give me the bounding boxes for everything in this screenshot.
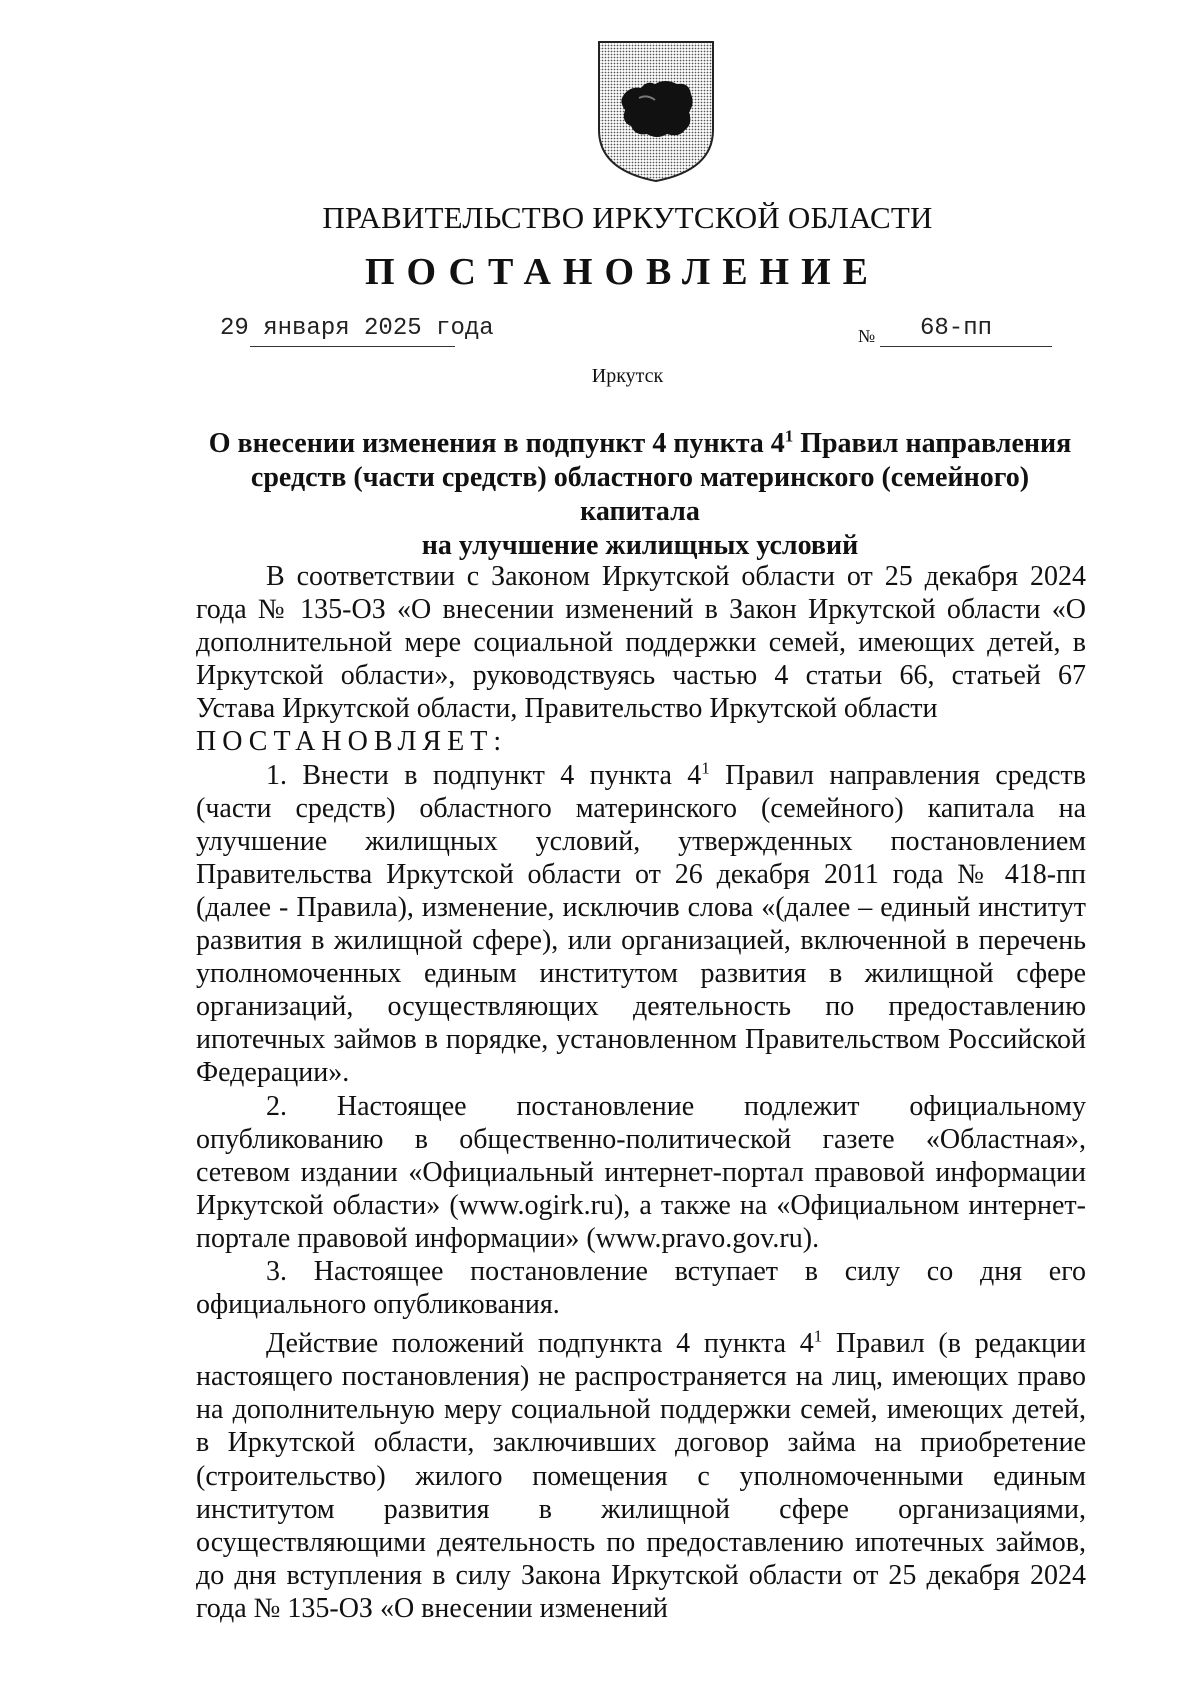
number-sign: № bbox=[858, 326, 876, 346]
document-number: 68-пп bbox=[920, 315, 993, 342]
preamble-paragraph: В соответствии с Законом Иркутской области от 25 декабря 2024 года № 135-ОЗ «О внесении изменений в Закон Иркутской области «О дополнительной мере социальной поддержки семей, имеющих детей, в Иркутской области», руководствуясь частью 4 статьи 66, статьей 67 Устава Иркутской области, Правительство Иркутской области bbox=[196, 561, 1086, 725]
item-3-note-paragraph: Действие положений подпункта 4 пункта $4^1$ Правил (в редакции настоящего постановления) не распространяется на лиц, имеющих право на дополнительную меру социальной поддержки семей, имеющих детей, в Иркутской области, заключивших договор займа на приобретение (строительство) жилого помещения с уполномоченными единым институтом развития в жилищной сфере организациями, осуществляющими деятельность по предоставлению ипотечных займов, до дня вступления в силу Закона Иркутской области от 25 декабря 2024 года № 135-ОЗ «О внесении изменений bbox=[196, 1326, 1086, 1624]
date-underline bbox=[250, 346, 455, 347]
number-underline bbox=[880, 346, 1052, 347]
document-kind-title: ПОСТАНОВЛЕНИЕ bbox=[364, 251, 881, 293]
document-subject bbox=[200, 427, 1080, 563]
item-2-paragraph: 2. Настоящее постановление подлежит официальному опубликованию в общественно-политической газете «Областная», сетевом издании «Официальный интернет-портал правовой информации Иркутской области» (www.ogirk.ru), а также на «Официальном интернет-портале правовой информации» (www.pravo.gov.ru). bbox=[196, 1090, 1086, 1254]
document-body bbox=[196, 560, 1086, 1625]
city-name: Иркутск bbox=[591, 365, 664, 387]
subject-line-2: средств (части средств) областного материнского (семейного) капитала bbox=[250, 462, 1030, 527]
coat-of-arms-icon bbox=[595, 38, 717, 184]
item-3-paragraph: 3. Настоящее постановление вступает в силу со дня его официального опубликования. bbox=[196, 1255, 1086, 1321]
document-date: 29 января 2025 года bbox=[220, 315, 494, 342]
item-1-paragraph: 1. Внести в подпункт 4 пункта $4^1$ Правил направления средств (части средств) областного материнского (семейного) капитала на улучшение жилищных условий, утвержденных постановлением Правительства Иркутской области от 26 декабря 2011 года № 418-пп (далее - Правила), изменение, исключив слова «(далее – единый институт развития в жилищной сфере), или организацией, включенной в перечень уполномоченных единым институтом развития в жилищной сфере организаций, осуществляющих деятельность по предоставлению ипотечных займов в порядке, установленном Правительством Российской Федерации». bbox=[196, 758, 1086, 1089]
subject-line-3: на улучшение жилищных условий bbox=[421, 530, 859, 561]
government-title: ПРАВИТЕЛЬСТВО ИРКУТСКОЙ ОБЛАСТИ bbox=[322, 200, 933, 235]
resolves-heading: ПОСТАНОВЛЯЕТ: bbox=[196, 726, 508, 758]
subject-line-1: О внесении изменения в подпункт 4 пункта $4^1$ Правил направления bbox=[208, 426, 1072, 459]
